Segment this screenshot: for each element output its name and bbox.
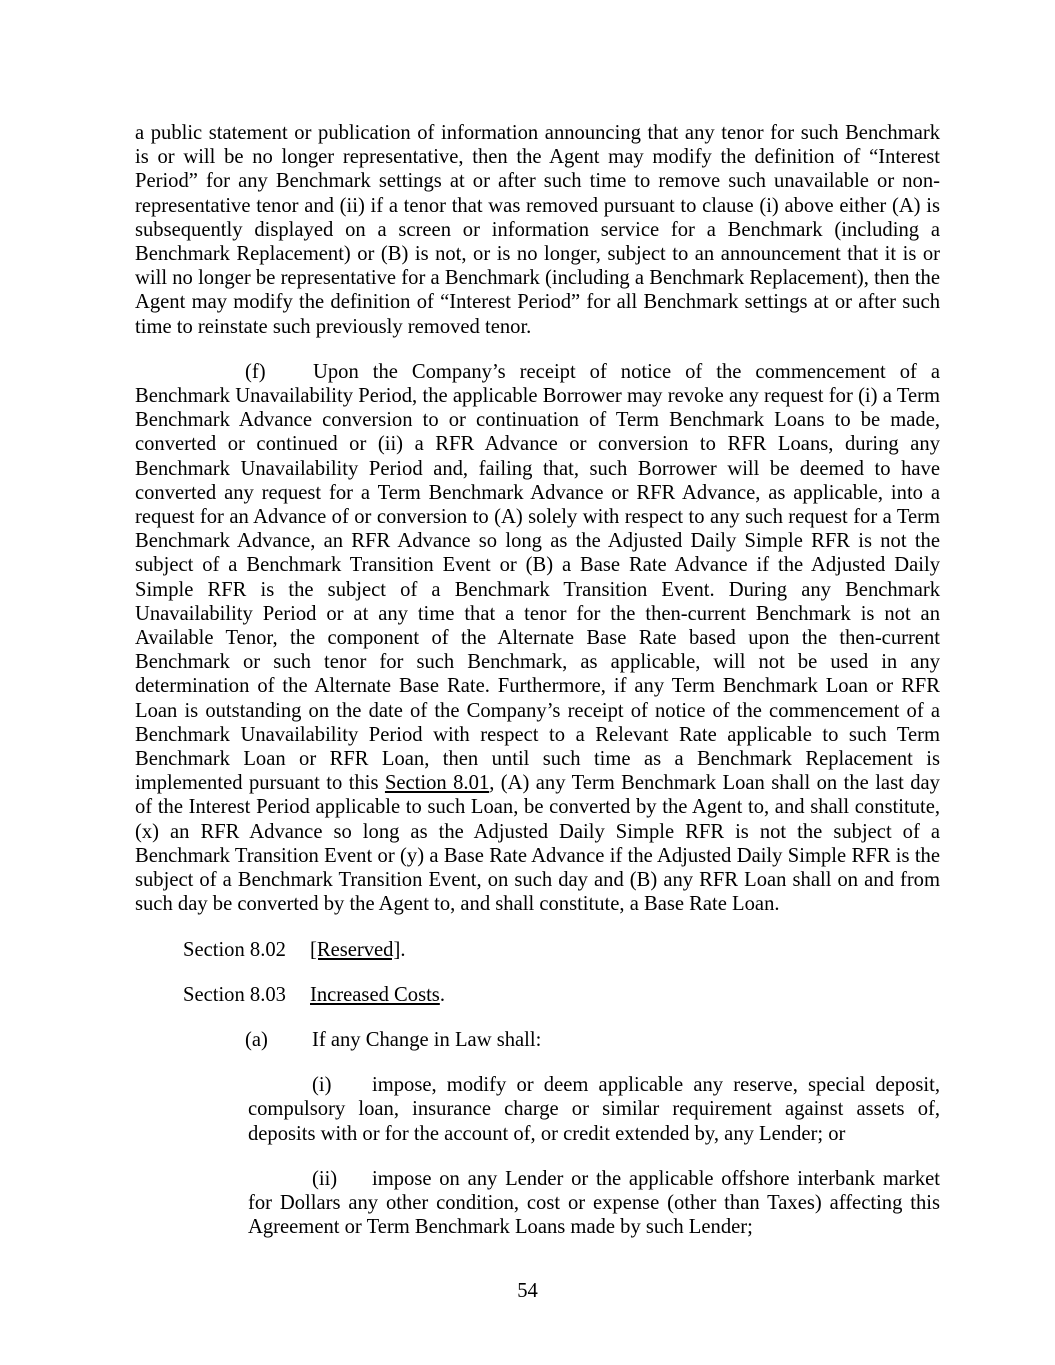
clause-i-reserve-requirements (248, 1073, 940, 1146)
paragraph-f-benchmark-unavailability (135, 360, 940, 917)
section-8-02-period: . (400, 938, 406, 961)
text-run: impose on any Lender or the applicable offshore interbank market for Dollars any other condition, cost or expense (other than Taxes) affecting this Agreement or Term Benchmark Loans made by such Lender; (248, 1167, 940, 1239)
section-8-02-number: Section 8.02 (183, 938, 286, 961)
section-8-03-title: Increased Costs (310, 983, 440, 1006)
clause-ii-other-conditions (248, 1167, 940, 1240)
text-run: impose, modify or deem applicable any reserve, special deposit, compulsory loan, insurance charge or similar requirement against assets of, deposits with or for the account of, or credit extended by, any Lender; or (248, 1074, 940, 1145)
text-run: a public statement or publication of information announcing that any tenor for such Benchmark is or will be no longer representative, then the Agent may modify the definition of “Interest Period” for any Benchmark settings at or after such time to remove such unavailable or non-representative tenor and (ii) if a tenor that was removed pursuant to clause (i) above either (A) is subsequently displayed on a screen or information service for a Benchmark (including a Benchmark Replacement) or (B) is not, or is no longer, subject to an announcement that it is or will no longer be representative for a Benchmark (including a Benchmark Replacement), then the Agent may modify the definition of “Interest Period” for all Benchmark settings at or after such time to reinstate such previously removed tenor. (135, 122, 940, 338)
paragraph-f-label: (f) (245, 360, 266, 383)
section-8-02-heading (135, 938, 940, 962)
section-8-03-number: Section 8.03 (183, 983, 286, 1006)
clause-a-text (312, 1029, 541, 1051)
section-8-03-period: . (439, 983, 445, 1006)
clause-a-change-in-law (135, 1028, 940, 1052)
page-content (135, 121, 940, 1260)
section-8-03-heading (135, 983, 940, 1007)
paragraph-benchmark-tenor-continuation (135, 121, 940, 339)
text-run: If any Change in Law shall: (312, 1028, 542, 1051)
section-8-02-title: [Reserved] (310, 938, 401, 961)
page-number: 54 (517, 1280, 538, 1302)
clause-ii-label: (ii) (312, 1167, 338, 1190)
text-run: , (A) any Term Benchmark Loan shall on the last day of the Interest Period applicable to such Loan, be converted by the Agent to, and shall constitute, (x) an RFR Advance so long as the Adjusted Daily Simple RFR is not the subject of a Benchmark Transition Event or (y) a Base Rate Advance if the Adjusted Daily Simple RFR is the subject of a Benchmark Transition Event, on such day and (B) any RFR Loan shall on and from such day be converted by the Agent to, and shall constitute, a Base Rate Loan. (135, 772, 940, 916)
clause-a-label: (a) (245, 1028, 268, 1051)
text-run: Upon the Company’s receipt of notice of the commencement of a Benchmark Unavailability Period, the applicable Borrower may revoke any request for (i) a Term Benchmark Advance conversion to or continuation of Term Benchmark Loans to be made, converted or continued or (ii) a RFR Advance or conversion to RFR Loans, during any Benchmark Unavailability Period and, failing that, such Borrower will be deemed to have converted any request for a Term Benchmark Advance or RFR Advance, as applicable, into a request for an Advance of or conversion to (A) solely with respect to any such request for a Term Benchmark Advance, an RFR Advance so long as the Adjusted Daily Simple RFR is not the subject of a Benchmark Transition Event or (B) a Base Rate Advance if the Adjusted Daily Simple RFR is the subject of a Benchmark Transition Event. During any Benchmark Unavailability Period or at any time that a tenor for the then-current Benchmark is not an Available Tenor, the component of the Alternate Base Rate based upon the then-current Benchmark or such tenor for such Benchmark, as applicable, will not be used in any determination of the Alternate Base Rate. Furthermore, if any Term Benchmark Loan or RFR Loan is outstanding on the date of the Company’s receipt of notice of the commencement of a Benchmark Unavailability Period with respect to a Relevant Rate applicable to such Term Benchmark Loan or RFR Loan, then until such time as a Benchmark Replacement is implemented pursuant to this (135, 360, 940, 795)
paragraph-f-text (135, 361, 940, 915)
clause-i-label: (i) (312, 1074, 332, 1097)
underlined-cross-reference: Section 8.01 (384, 772, 490, 795)
